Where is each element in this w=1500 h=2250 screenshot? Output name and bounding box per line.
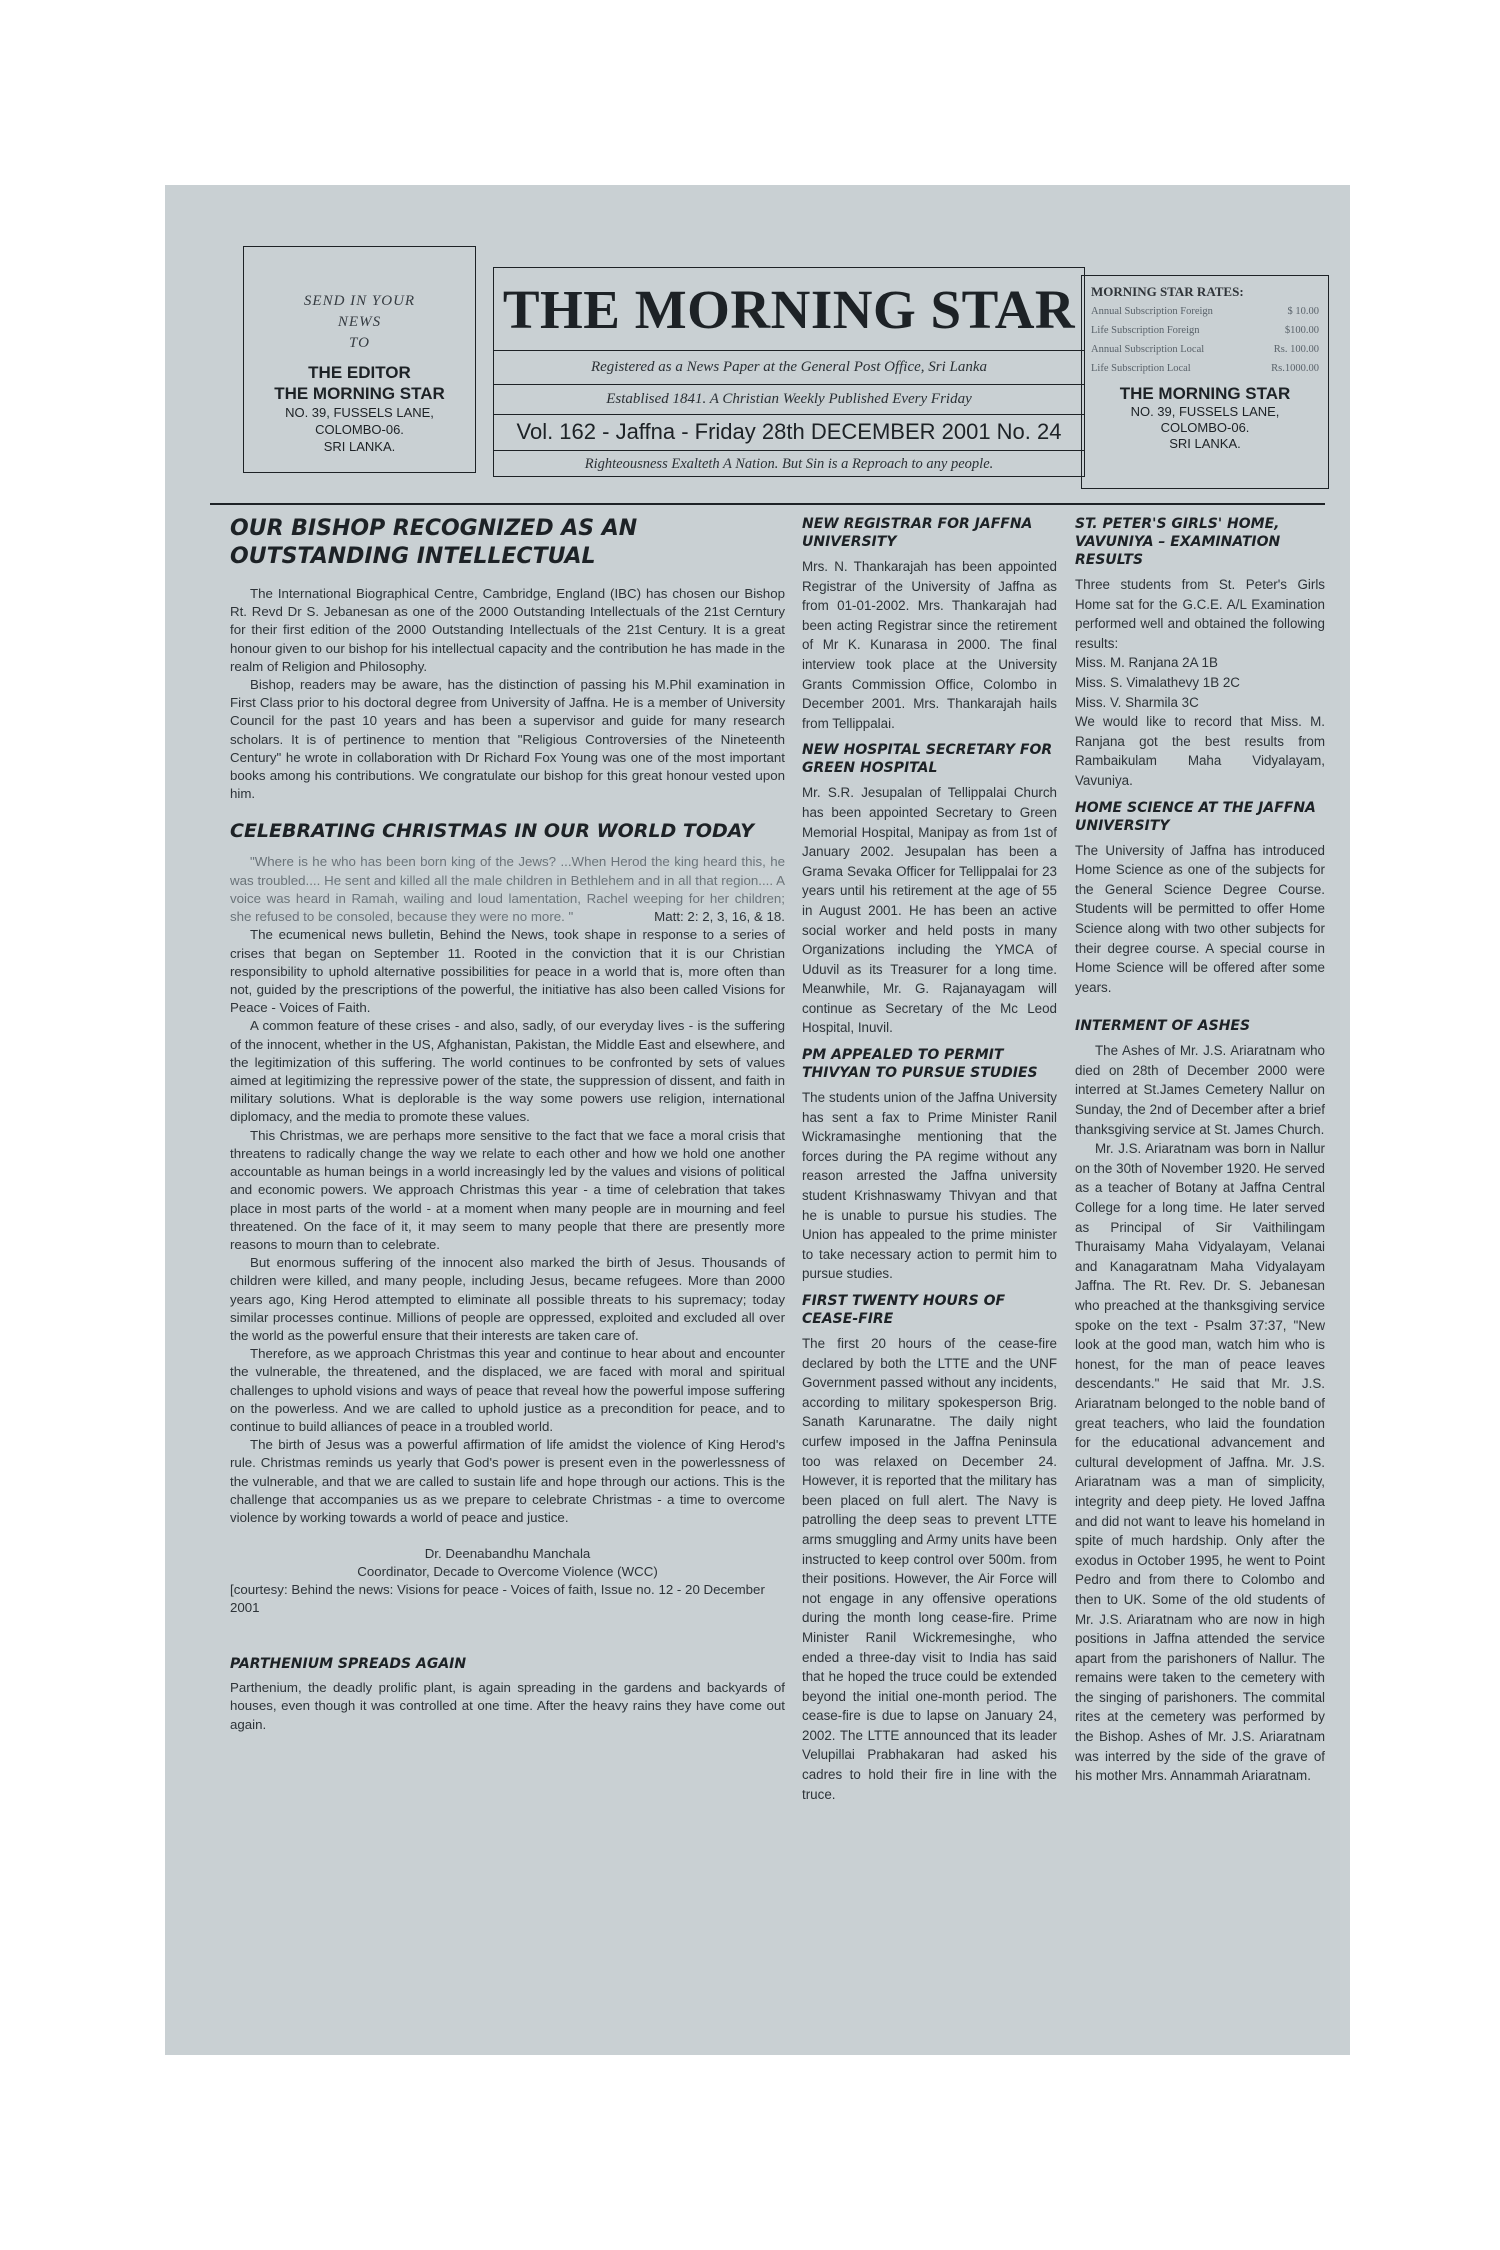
rate-row: Life Subscription Foreign $100.00 (1091, 325, 1319, 336)
rates-box (1081, 275, 1329, 489)
send-paper: THE MORNING STAR (274, 384, 445, 403)
send-news-box (243, 246, 476, 473)
article-home-science: The University of Jaffna has introduced Home Science as one of the subjects for the General Science Degree Course. Students will be permitted to offer Home Science along with two other subjects for their degree course. A special course in Home Science will be offered after some years. (1075, 842, 1325, 995)
send-address-2: COLOMBO-06. (315, 422, 404, 437)
rates-heading: MORNING STAR RATES: (1091, 284, 1244, 299)
article-parthenium: Parthenium, the deadly prolific plant, is again spreading in the gardens and backyards of houses, even though it was controlled at one time. After the heavy rains they have come out again. (230, 1680, 785, 1732)
christmas-reference: Matt: 2: 2, 3, 16, & 18. (654, 909, 785, 925)
rates-address-2: COLOMBO-06. (1160, 420, 1250, 435)
article-registrar: Mrs. N. Thankarajah has been appointed Registrar of the University of Jaffna as from 01-01-2002. Mrs. Thankarajah had been acting Registrar since the retirement of Mr K. Kunarasa in 2000. The final interview took place at the University Grants Commission Office, Colombo in December 2001. Mrs. Thankarajah hails from Tellippalai. (802, 559, 1057, 731)
rate-row: Annual Subscription Foreign $ 10.00 (1091, 306, 1319, 317)
masthead-established: Establised 1841. A Christian Weekly Published Every Friday (494, 384, 1084, 415)
masthead-motto: Righteousness Exalteth A Nation. But Sin is a Reproach to any people. (494, 450, 1084, 478)
headline-ceasefire: FIRST TWENTY HOURS OF CEASE-FIRE (802, 1293, 1006, 1327)
newspaper-page (165, 185, 1350, 2055)
send-address-1: NO. 39, FUSSELS LANE, (285, 405, 434, 420)
send-line-2: NEWS (337, 314, 382, 330)
masthead (493, 267, 1085, 477)
rates-address-3: SRI LANKA. (1169, 436, 1241, 451)
rate-row: Life Subscription Local Rs.1000.00 (1091, 363, 1319, 374)
article-hospital: Mr. S.R. Jesupalan of Tellippalai Church has been appointed Secretary to Green Memorial Hospital, Manipay as from 1st of January 2002. Jesupalan has been a Grama Sevaka Officer for Tellippalai for 23 years until his retirement at the age of 55 in August 2001. He has been an active social worker and held posts in many Organizations including the YMCA of Uduvil as its Treasurer for a long time. Meanwhile, Mr. G. Rajanayagam will continue as Secretary of the Mc Leod Hospital, Inuvil. (802, 785, 1057, 1036)
headline-ashes: INTERMENT OF ASHES (1075, 1018, 1251, 1035)
send-line-3: TO (349, 335, 370, 351)
christmas-quote: "Where is he who has been born king of the Jews? ...When Herod the king heard this, he was troubled.... He sent and killed all the male children in Bethlehem and in all that region.... A voice was heard in Ramah, wailing and loud lamentation, Rachel weeping for her children; she refused to be consoled, because they were no more. " (230, 854, 785, 925)
rates-address-1: NO. 39, FUSSELS LANE, (1130, 404, 1280, 419)
result-3: Miss. V. Sharmila 3C (1075, 694, 1199, 710)
courtesy-note: [courtesy: Behind the news: Visions for peace - Voices of faith, Issue no. 12 - 20 December 2001 (230, 1582, 765, 1616)
column-2 (802, 507, 1057, 1804)
headline-bishop: OUR BISHOP RECOGNIZED AS AN OUTSTANDING INTELLECTUAL (230, 516, 638, 569)
article-st-peters: Three students from St. Peter's Girls Home sat for the G.C.E. A/L Examination performed well and obtained the following results: Miss. M. Ranjana 2A 1B Miss. S. Vimalathevy 1B 2C Miss. V. Sharmila 3C We would like to record that Miss. M. Ranjana got the best results from Rambaikulam Maha Vidyalayam, Vavuniya. (1075, 577, 1325, 788)
header-rule (210, 503, 1325, 505)
result-1: Miss. M. Ranjana 2A 1B (1075, 655, 1218, 671)
headline-home-science: HOME SCIENCE AT THE JAFFNA UNIVERSITY (1075, 799, 1316, 834)
article-pm-appeal: The students union of the Jaffna University has sent a fax to Prime Minister Ranil Wickramasinghe mentioning that the forces during the PA regime without any reason arrested the Jaffna university student Krishnaswamy Thivyan and that he is unable to pursue his studies. The Union has appealed to the prime minister to take necessary action to permit him to pursue studies. (802, 1090, 1057, 1282)
column-1 (230, 515, 785, 1734)
rates-paper: THE MORNING STAR (1119, 384, 1291, 403)
headline-st-peters: ST. PETER'S GIRLS' HOME, VAVUNIYA – EXAMINATION RESULTS (1075, 516, 1281, 568)
headline-parthenium: PARTHENIUM SPREADS AGAIN (230, 1656, 467, 1673)
headline-registrar: NEW REGISTRAR FOR JAFFNA UNIVERSITY (802, 516, 1033, 550)
rate-row: Annual Subscription Local Rs. 100.00 (1091, 344, 1319, 355)
headline-pm-appeal: PM APPEALED TO PERMIT THIVYAN TO PURSUE STUDIES (802, 1047, 1038, 1082)
headline-christmas: CELEBRATING CHRISTMAS IN OUR WORLD TODAY (230, 820, 755, 843)
masthead-volume: Vol. 162 - Jaffna - Friday 28th DECEMBER 2001 No. 24 (494, 414, 1084, 451)
signature-name: Dr. Deenabandhu Manchala (424, 1546, 591, 1562)
send-line-1: SEND IN YOUR (303, 293, 416, 309)
headline-hospital: NEW HOSPITAL SECRETARY FOR GREEN HOSPITAL (802, 742, 1053, 777)
signature-title: Coordinator, Decade to Overcome Violence (WCC) (357, 1564, 658, 1580)
masthead-title: THE MORNING STAR (502, 279, 1076, 340)
article-bishop: The International Biographical Centre, Cambridge, England (IBC) has chosen our Bishop Rt. Revd Dr S. Jebanesan as one of the 2000 Outstanding Intellectuals of the 21st Cerntury for their first edition of the 2000 Outstanding Intellectuals of the 21st Century. It is a great honour given to our bishop for his intellectual capacity and the contribution he has made in the realm of Religion and Philosophy. Bishop, readers may be aware, has the distinction of passing his M.Phil examination in First Class prior to his doctoral degree from University of Jaffna. He is a member of University Council for the past 10 years and has been a supervisor and guide for many research scholars. It is of pertinence to mention that "Religious Controversies of the Nineteenth Century" he wrote in collaboration with Dr Richard Fox Young was one of the most important books among his contributions. We congratulate our bishop for this great honour vested upon him. (230, 586, 785, 802)
send-address-3: SRI LANKA. (323, 439, 396, 454)
result-2: Miss. S. Vimalathevy 1B 2C (1075, 674, 1240, 690)
article-christmas: "Where is he who has been born king of the Jews? ...When Herod the king heard this, he was troubled.... He sent and killed all the male children in Bethlehem and in all that region.... A voice was heard in Ramah, wailing and loud lamentation, Rachel weeping for her children; she refused to be consoled, because they were no more. " Matt: 2: 2, 3, 16, & 18. The ecumenical news bulletin, Behind the News, took shape in response to a series of crises that began on September 11. Rooted in the conviction that it is our Christian responsibility to uphold alternative possibilities for peace in a world that is, more often than not, guided by the prescriptions of the powerful, the initiative has also been called Visions for Peace - Voices of Faith. A common feature of these crises - and also, sadly, of our everyday lives - is the suffering of the innocent, whether in the US, Afghanistan, Pakistan, the Middle East and elsewhere, and the legitimization of this suffering. The world continues to be confronted by sets of values aimed at legitimizing the repressive power of the state, the suppression of dissent, and faith in military solutions. What is deplorable is the way some powers use religion, international diplomacy, and the media to promote these values. This Christmas, we are perhaps more sensitive to the fact that we face a moral crisis that threatens to radically change the way we relate to each other and how we hold one another accountable as human beings in a world increasingly led by the values and visions of political and economic powers. We approach Christmas this year - a time of celebration that takes place in most parts of the world - at a moment when many people are in mourning and feel threatened. On the face of it, it may seem to many people that there are presently more reasons to mourn than to celebrate. But enormous suffering of the innocent also marked the birth of Jesus. Thousands of children were killed, and many people, including Jesus, became refugees. More than 2000 years ago, King Herod attempted to eliminate all possible threats to his supremacy; today similar processes continue. Millions of people are oppressed, exploited and excluded all over the world as the powerful ensure that their interests are taken care of. Therefore, as we approach Christmas this year and continue to hear about and encounter the vulnerable, the threatened, and the displaced, we are faced with moral and spiritual challenges to uphold visions and ways of peace that reveal how the powerful impose suffering on the powerless. And we are called to uphold justice as a precondition for peace, and to continue to build alliances of peace in a troubled world. The birth of Jesus was a powerful affirmation of life amidst the violence of King Herod's rule. Christmas reminds us yearly that God's power is present even in the powerlessness of the vulnerable, and that we are called to sustain life and hope through our actions. This is the challenge that accompanies us as we prepare to celebrate Christmas - a time to overcome violence by working towards a world of peace and justice. (230, 854, 785, 1525)
masthead-registered: Registered as a News Paper at the General Post Office, Sri Lanka (494, 350, 1084, 385)
article-ceasefire: The first 20 hours of the cease-fire declared by both the LTTE and the UNF Government passed without any incidents, according to military spokesperson Brig. Sanath Karunaratne. The daily night curfew imposed in the Jaffna Peninsula too was relaxed on December 24. However, it is reported that the military has been placed on full alert. The Navy is patrolling the deep seas to prevent LTTE arms smuggling and Army units have been instructed to keep control over 500m. from their positions. However, the Air Force will not engage in any offensive operations during the month long cease-fire. Prime Minister Ranil Wickremesinghe, who ended a three-day visit to India has said that he hoped the truce could be extended beyond the initial one-month period. The cease-fire is due to lapse on January 24, 2002. The LTTE announced that its leader Velupillai Prabhakaran had asked his cadres to hold their fire in line with the truce. (802, 1336, 1057, 1802)
article-ashes: The Ashes of Mr. J.S. Ariaratnam who died on 28th of December 2000 were interred at St.James Cemetery Nallur on Sunday, the 2nd of December after a brief thanksgiving service at St. James Church. Mr. J.S. Ariaratnam was born in Nallur on the 30th of November 1920. He served as a teacher of Botany at Jaffna Central College for a long time. He later served as Principal of Sir Vaithilingam Thuraisamy Maha Vidyalayam, Velanai and Kanagaratnam Maha Vidyalayam Jaffna. The Rt. Rev. Dr. S. Jebanesan who preached at the thanksgiving service spoke on the text - Psalm 37:37, "New look at the good man, watch him who is honest, for the man of peace leaves descendants." He said that Mr. J.S. Ariaratnam belonged to the noble band of great teachers, who laid the foundation for the educational advancement and cultural development of Jaffna. Mr. J.S. Ariaratnam was a man of simplicity, integrity and deep piety. He loved Jaffna and did not want to leave his homeland in spite of much hardship. Only after the exodus in October 1995, he went to Point Pedro and from there to Colombo and then to UK. Some of the old students of Mr. J.S. Ariaratnam who are now in high positions in Jaffna attended the service apart from the parishoners of Nallur. The remains were taken to the cemetery with the singing of parishoners. The commital rites at the cemetery was performed by the Bishop. Ashes of Mr. J.S. Ariaratnam was interred by the side of the grave of his mother Mrs. Annammah Ariaratnam. (1075, 1043, 1325, 1784)
column-3 (1075, 507, 1325, 1786)
send-editor: THE EDITOR (308, 363, 411, 382)
